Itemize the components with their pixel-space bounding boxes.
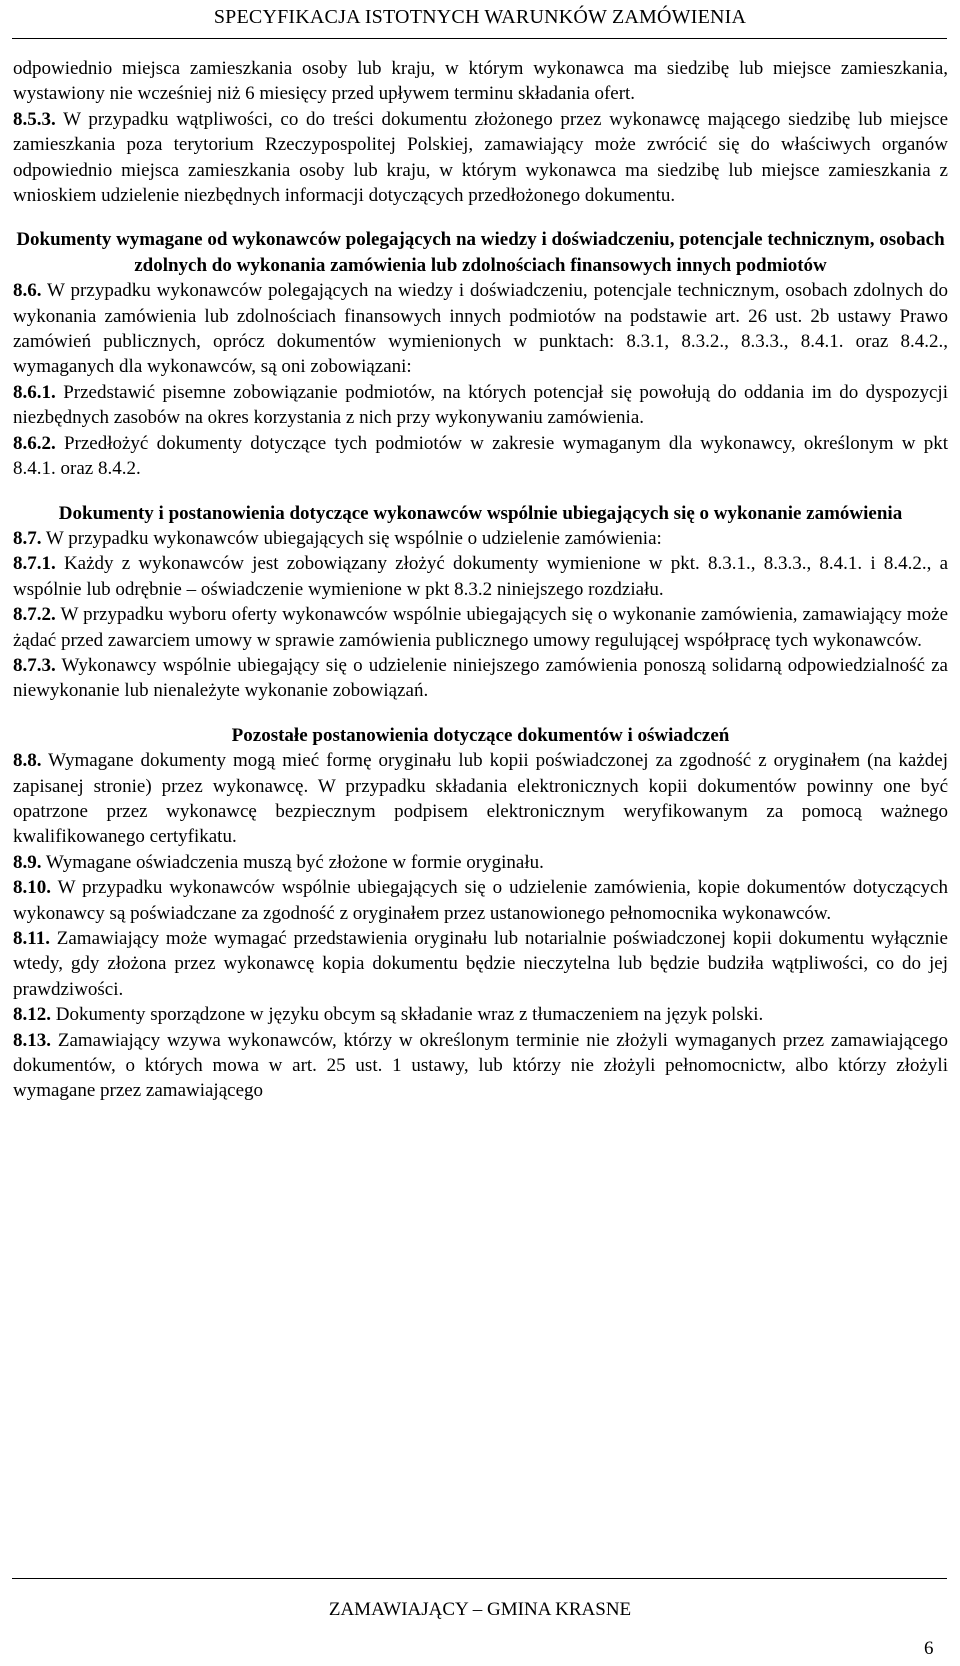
- section-number: 8.12.: [13, 1004, 51, 1026]
- section-heading: Dokumenty i postanowienia dotyczące wykonawców wspólnie ubiegających się o wykonanie zamówienia: [58, 502, 903, 524]
- page-footer: ZAMAWIAJĄCY – GMINA KRASNE: [328, 1599, 632, 1620]
- paragraph-8-11: [13, 926, 948, 1002]
- paragraph-8-6-2: [13, 431, 948, 482]
- page-number: 6: [924, 1638, 934, 1659]
- paragraph-8-5-3: [13, 107, 948, 209]
- page-header: SPECYFIKACJA ISTOTNYCH WARUNKÓW ZAMÓWIENIA: [213, 6, 747, 28]
- section-number: 8.9.: [13, 851, 42, 873]
- paragraph-8-7-2: [13, 602, 948, 653]
- paragraph-8-8: [13, 748, 948, 850]
- section-number: 8.13.: [13, 1029, 51, 1051]
- paragraph-text: Wymagane dokumenty mogą mieć formę oryginału lub kopii poświadczonej za zgodność z oryginałem (na każdej zapisanej stronie) przez wykonawcę. W przypadku składania elektronicznych kopii dokumentów powinny one być opatrzone przez wykonawcę bezpiecznym podpisem elektronicznym weryfikowanym za pomocą ważnego kwalifikowanego certyfikatu.: [13, 750, 948, 848]
- section-number: 8.7.3.: [13, 654, 56, 676]
- paragraph-8-10: [13, 875, 948, 926]
- paragraph-text: Każdy z wykonawców jest zobowiązany złożyć dokumenty wymienione w pkt. 8.3.1., 8.3.3., 8.4.1. i 8.4.2., a wspólnie lub odrębnie – oświadczenie wymienione w pkt 8.3.2 niniejszego rozdziału.: [13, 553, 948, 600]
- paragraph-8-12: [13, 1002, 948, 1027]
- paragraph-continuation: odpowiednio miejsca zamieszkania osoby lub kraju, w którym wykonawca ma siedzibę lub miejsce zamieszkania, wystawiony nie wcześniej niż 6 miesięcy przed upływem terminu składania ofert.: [13, 58, 948, 105]
- paragraph-text: Zamawiający może wymagać przedstawienia oryginału lub notarialnie poświadczonej kopii dokumentu wyłącznie wtedy, gdy złożona przez wykonawcę kopia dokumentu będzie nieczytelna lub będzie budziła wątpliwości, co do jej prawdziwości.: [13, 928, 948, 1000]
- document-body: [13, 56, 948, 1104]
- section-number: 8.8.: [13, 750, 42, 772]
- section-number: 8.6.2.: [13, 432, 56, 454]
- section-number: 8.6.1.: [13, 381, 56, 403]
- paragraph-text: Dokumenty sporządzone w języku obcym są składanie wraz z tłumaczeniem na język polski.: [51, 1004, 764, 1026]
- paragraph-text: W przypadku wykonawców polegających na wiedzy i doświadczeniu, potencjale technicznym, osobach zdolnych do wykonania zamówienia lub zdolnościach finansowych innych podmiotów na podstawie art. 26 ust. 2b ustawy Prawo zamówień publicznych, oprócz dokumentów wymienionych w punktach: 8.3.1, 8.3.2., 8.3.3., 8.4.1. oraz 8.4.2., wymaganych dla wykonawców, są oni zobowiązani:: [13, 280, 948, 378]
- paragraph-8-7-1: [13, 551, 948, 602]
- section-number: 8.7.2.: [13, 604, 56, 626]
- paragraph-text: Wymagane oświadczenia muszą być złożone w formie oryginału.: [41, 851, 544, 873]
- paragraph-8-13: [13, 1028, 948, 1104]
- paragraph-8-6-1: [13, 380, 948, 431]
- paragraph-text: Wykonawcy wspólnie ubiegający się o udzielenie niniejszego zamówienia ponoszą solidarną odpowiedzialność za niewykonanie lub nienależyte wykonanie zobowiązań.: [13, 654, 948, 702]
- paragraph-text: Przedłożyć dokumenty dotyczące tych podmiotów w zakresie wymaganym dla wykonawcy, określonym w pkt 8.4.1. oraz 8.4.2.: [13, 432, 948, 480]
- paragraph-8-6: [13, 278, 948, 380]
- section-number: 8.11.: [13, 928, 50, 949]
- paragraph-text: W przypadku wykonawców wspólnie ubiegających się o udzielenie zamówienia, kopie dokumentów dotyczących wykonawcy są poświadczane za zgodność z oryginałem przez ustanowionego pełnomocnika wykonawców.: [13, 877, 948, 924]
- paragraph-8-7: [13, 526, 948, 551]
- paragraph-text: W przypadku wątpliwości, co do treści dokumentu złożonego przez wykonawcę mającego siedzibę lub miejsce zamieszkania poza terytorium Rzeczypospolitej Polskiej, zamawiający może zwrócić się do właściwych organów odpowiednio miejsca zamieszkania osoby lub kraju, w którym wykonawca ma siedzibę lub miejsce zamieszkania z wnioskiem udzielenie niezbędnych informacji dotyczących przedłożonego dokumentu.: [13, 108, 948, 207]
- paragraph-text: W przypadku wyboru oferty wykonawców wspólnie ubiegających się o wykonanie zamówienia, zamawiający może żądać przed zawarciem umowy w sprawie zamówienia publicznego umowy regulującej współpracę tych wykonawców.: [13, 604, 948, 651]
- section-number: 8.6.: [13, 280, 42, 302]
- section-heading: Pozostałe postanowienia dotyczące dokumentów i oświadczeń: [231, 724, 730, 746]
- paragraph-8-9: [13, 850, 948, 875]
- paragraph-text: Przedstawić pisemne zobowiązanie podmiotów, na których potencjał się powołują do oddania im do dyspozycji niezbędnych zasobów na okres korzystania z nich przy wykonywaniu zamówienia.: [13, 381, 948, 429]
- section-number: 8.5.3.: [13, 108, 56, 130]
- section-number: 8.7.: [13, 527, 42, 549]
- paragraph-text: Zamawiający wzywa wykonawców, którzy w określonym terminie nie złożyli wymaganych przez zamawiającego dokumentów, o których mowa w art. 25 ust. 1 ustawy, lub którzy nie złożyli pełnomocnictw, albo którzy złożyli wymagane przez zamawiającego: [13, 1029, 948, 1102]
- section-number: 8.7.1.: [13, 553, 56, 575]
- paragraph-8-7-3: [13, 653, 948, 704]
- header-divider: [12, 38, 947, 39]
- footer-divider: [12, 1578, 947, 1579]
- section-heading: Dokumenty wymagane od wykonawców polegających na wiedzy i doświadczeniu, potencjale technicznym, osobach zdolnych do wykonania zamówienia lub zdolnościach finansowych innych podmiotów: [16, 229, 945, 276]
- section-number: 8.10.: [13, 877, 51, 899]
- paragraph-text: W przypadku wykonawców ubiegających się wspólnie o udzielenie zamówienia:: [41, 527, 662, 549]
